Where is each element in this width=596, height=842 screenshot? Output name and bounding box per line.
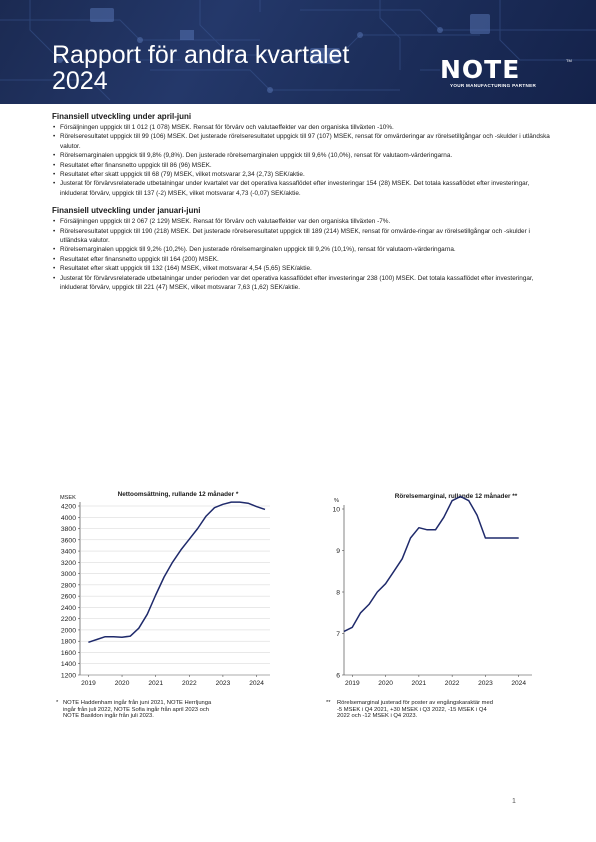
x-tick-label: 2020 [378,680,393,687]
y-tick-label: 1800 [60,638,76,646]
bullet-item: • Försäljningen uppgick till 1 012 (1 078) MSEK. Rensat för förvärv och valutaeffekter var den organiska tillväxten -10%. [52,123,552,132]
footnote-line: ingår från juli 2022, NOTE Sofia ingår från april 2023 och [63,706,209,713]
report-title [52,42,349,94]
bullet-item: • Resultatet efter finansnetto uppgick till 86 (96) MSEK. [52,161,552,170]
y-tick-label: 3200 [60,559,76,567]
y-tick-label: 2000 [60,627,76,635]
bullet-item: • Rörelsemarginalen uppgick till 9,2% (10,2%). Den justerade rörelsemarginalen uppgick till 9,2% (10,1%), rensat för valutaom-värderingarna. [52,245,552,254]
bullet-item: • Försäljningen uppgick till 2 067 (2 129) MSEK. Rensat för förvärv och valutaeffekter var den organiska tillväxten -7%. [52,217,552,226]
y-tick-label: 3400 [60,548,76,556]
footnote-line: 2022 och -12 MSEK i Q4 2023. [337,713,418,720]
x-tick-label: 2021 [148,680,163,687]
x-tick-label: 2023 [215,680,231,687]
y-axis-unit: MSEK [60,495,76,501]
bullet-item: • Rörelseresultatet uppgick till 190 (218) MSEK. Det justerade rörelseresultatet uppgick till 189 (214) MSEK, rensat för omvärde-ringar av rörelsetillgångar och -skulder i utländska valutor. [52,227,552,246]
operating-margin-chart-svg [316,484,546,690]
y-tick-label: 6 [336,672,340,680]
title-line-1: Rapport för andra kvartalet [52,41,350,69]
y-tick-label: 3800 [60,526,76,534]
bullet-list [52,123,552,198]
section-heading: Finansiell utveckling under januari-juni [52,206,201,216]
footnote-line: -5 MSEK i Q4 2021, +30 MSEK i Q3 2022, -15 MSEK i Q4 [337,706,487,713]
x-tick-label: 2019 [81,680,96,687]
bullet-item: • Justerat för förvärvsrelaterade utbetalningar under perioden var det operativa kassaflödet efter investeringar 238 (100) MSEK. Det totala kassaflödet efter investeringar, inkluderat förvärv, uppgick till 221 (47) MSEK, vilket motsvarar 7,63 (1,62) SEK/aktie. [52,274,552,293]
chart-net-sales [50,484,280,695]
section-heading: Finansiell utveckling under april-juni [52,112,192,121]
y-tick-label: 1200 [60,672,76,680]
x-tick-label: 2023 [478,680,493,687]
y-tick-label: 8 [336,589,340,597]
bullet-item: • Resultatet efter skatt uppgick till 132 (164) MSEK, vilket motsvarar 4,54 (5,65) SEK/aktie. [52,264,552,273]
report-header [0,0,596,104]
page-number: 1 [512,798,516,805]
y-tick-label: 2200 [60,616,76,624]
y-tick-label: 2400 [60,604,76,612]
x-tick-label: 2024 [249,680,264,687]
footnote-marker: * [56,700,59,706]
series-line [344,497,519,632]
bullet-item: • Justerat för förvärvsrelaterade utbetalningar under kvartalet var det operativa kassaflödet efter investeringar 154 (28) MSEK. Det totala kassaflödet efter investeringar, inkluderat förvärv, uppgick till 137 (-2) MSEK, vilket motsvarar 4,73 (-0,07) SEK/aktie. [52,179,552,198]
y-tick-label: 1400 [60,661,76,669]
series-line [88,502,265,642]
y-tick-label: 2600 [60,593,76,601]
x-tick-label: 2020 [114,680,130,687]
y-tick-label: 3000 [60,571,76,579]
x-tick-label: 2021 [411,680,427,687]
section-january-june [52,206,552,292]
y-tick-label: 4200 [60,503,76,511]
y-axis-unit: % [334,498,339,504]
y-tick-label: 10 [332,506,340,514]
y-tick-label: 3600 [60,537,76,545]
section-april-june [52,112,552,198]
footnote-line: NOTE Haddenham ingår från juni 2021, NOTE Herrljunga [63,700,212,706]
logo-wordmark: NOTE [440,55,521,84]
logo-tagline: YOUR MANUFACTURING PARTNER [450,83,537,88]
y-tick-label: 2800 [60,582,76,590]
x-tick-label: 2024 [511,680,527,687]
bullet-item: • Resultatet efter finansnetto uppgick till 164 (200) MSEK. [52,255,552,264]
note-logo [440,55,572,90]
bullet-item: • Resultatet efter skatt uppgick till 68 (79) MSEK, vilket motsvarar 2,34 (2,73) SEK/aktie. [52,170,552,179]
bullet-item: • Rörelseresultatet uppgick till 99 (106) MSEK. Det justerade rörelseresultatet uppgick till 97 (107) MSEK, rensat för omvärderingar av rörelsetillgångar och -skulder i utländska valutor. [52,132,552,151]
x-tick-label: 2019 [344,680,360,687]
y-tick-label: 4000 [60,514,76,522]
bullet-list [52,217,552,292]
chart-operating-margin [316,484,546,695]
chart-title: Rörelsemarginal, rullande 12 månader ** [394,493,518,500]
net-sales-chart-svg [50,484,280,690]
footnote-marker: ** [326,700,331,706]
y-tick-label: 7 [336,631,340,638]
x-tick-label: 2022 [181,680,197,687]
x-tick-label: 2022 [444,680,460,687]
report-summary [52,112,552,293]
logo-trademark: TM [566,58,572,63]
chart-title: Nettoomsättning, rullande 12 månader * [117,491,239,498]
y-tick-label: 1600 [60,649,76,657]
footnote-line: NOTE Basildon ingår från juli 2023. [63,713,154,720]
y-tick-label: 9 [336,548,340,555]
bullet-item: • Rörelsemarginalen uppgick till 9,8% (9,8%). Den justerade rörelsemarginalen uppgick till 9,6% (10,0%), rensat för valutaom-värderingarna. [52,151,552,160]
footnote-line: Rörelsemarginal justerad för poster av engångskaraktär med [337,700,493,706]
title-line-2: 2024 [52,67,108,95]
